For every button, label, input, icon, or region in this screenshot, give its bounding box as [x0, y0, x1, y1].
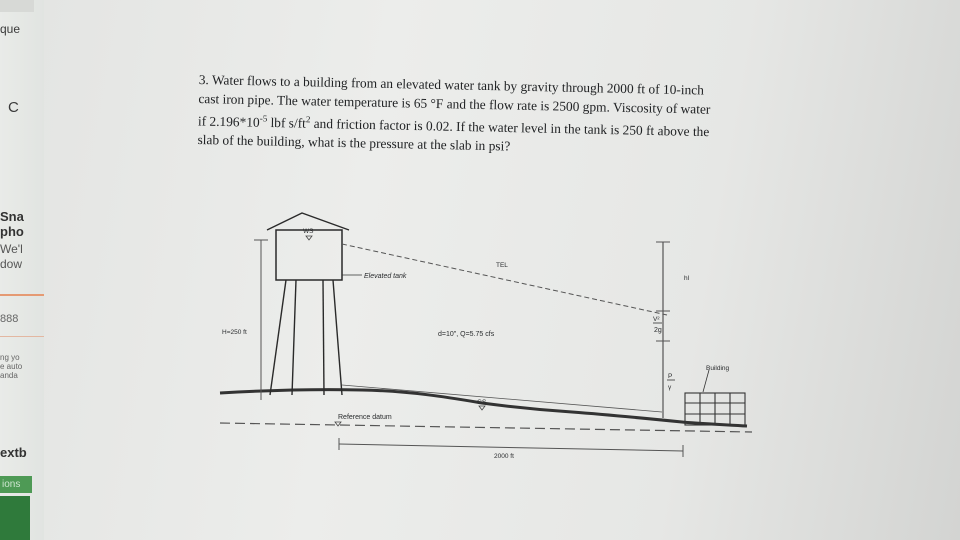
tank-leg — [333, 280, 342, 395]
question-text — [197, 71, 799, 162]
fragment-888: 888 — [0, 313, 19, 325]
question-line-2: cast iron pipe. The water temperature is 65 °F and the flow rate is 2500 gpm. Viscosity of water — [198, 90, 711, 117]
green-panel — [0, 496, 30, 540]
tank-leg — [323, 280, 324, 395]
twog-label: 2g — [654, 327, 662, 334]
fragment-dow: dow — [0, 257, 23, 271]
divider — [0, 336, 44, 337]
tank-leg — [270, 280, 286, 395]
fragment-que: que — [0, 22, 21, 36]
tel-label: TEL — [496, 262, 508, 269]
fragment-e-auto: e auto — [0, 362, 23, 371]
hl-label: hl — [684, 275, 690, 282]
green-button[interactable]: ions — [0, 476, 32, 493]
fragment-ng-yo: ng yo — [0, 353, 20, 362]
fragment-pho: pho — [0, 224, 24, 239]
fragment-anda: anda — [0, 371, 18, 380]
building-label: Building — [706, 365, 730, 372]
fragment-c: C — [8, 99, 19, 116]
background-window-edge — [0, 0, 44, 540]
p-label: P — [668, 373, 673, 380]
building-pointer — [703, 370, 709, 392]
length-dimension-line — [339, 444, 683, 451]
window-strip — [0, 0, 34, 12]
gs-label: GS — [477, 399, 487, 406]
elevated-tank — [276, 230, 342, 280]
elevated-tank-label: Elevated tank — [364, 273, 407, 280]
question-line-4: slab of the building, what is the pressure at the slab in psi? — [197, 131, 511, 154]
gamma-label: γ — [668, 384, 672, 391]
height-label: H=250 ft — [222, 329, 247, 336]
datum-label: Reference datum — [338, 414, 392, 421]
viscosity-text: if 2.196*10 — [197, 113, 260, 130]
building — [685, 393, 745, 425]
ws-label: WS — [303, 228, 314, 235]
v2-label: V² — [653, 316, 660, 323]
ws-marker-icon — [306, 236, 312, 240]
viscosity-exponent: -5 — [259, 113, 268, 124]
tank-leg — [292, 280, 296, 395]
pipe-line — [342, 385, 662, 412]
water-tank-diagram — [212, 200, 757, 465]
gs-marker-icon — [479, 406, 485, 410]
units-exponent: 2 — [305, 114, 311, 125]
divider — [0, 294, 44, 296]
fragment-well: We'l — [0, 242, 23, 256]
friction-text: and friction factor is 0.02. If the water level in the tank is 250 ft above the — [310, 115, 710, 140]
length-label: 2000 ft — [494, 453, 514, 460]
pipe-label: d=10", Q=5.75 cfs — [438, 331, 495, 338]
question-line-1: 3. Water flows to a building from an elevated water tank by gravity through 2000 ft of 10-inch — [198, 71, 705, 98]
fragment-extb: extb — [0, 445, 27, 460]
reference-datum-line — [220, 423, 752, 432]
fragment-sna: Sna — [0, 209, 24, 224]
viscosity-units: lbf s/ft — [267, 114, 307, 131]
